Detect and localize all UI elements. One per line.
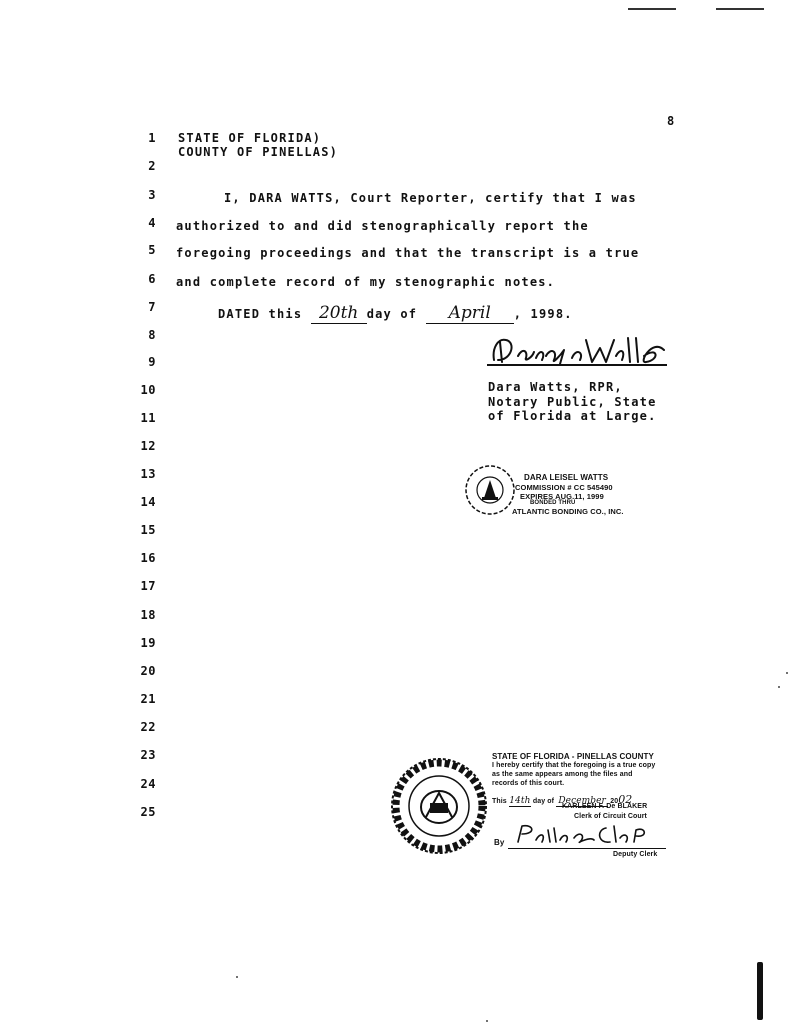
reporter-name: Dara Watts, RPR, <box>488 380 623 394</box>
reporter-signature <box>488 330 668 372</box>
line-number: 21 <box>140 692 156 706</box>
dated-prefix: DATED this <box>218 307 303 321</box>
dated-day-of: day of <box>366 307 418 321</box>
notary-expires: EXPIRES AUG.11, 1999 <box>520 492 604 501</box>
line-number: 18 <box>140 608 156 622</box>
line-number: 22 <box>140 720 156 734</box>
cert-by: By <box>494 838 505 847</box>
line-number: 5 <box>148 243 156 257</box>
line-number: 17 <box>140 579 156 593</box>
deputy-signature-line <box>508 848 666 849</box>
line-number: 8 <box>148 328 156 342</box>
cert-day-of: day of <box>532 798 555 805</box>
cert-month: December <box>556 796 608 807</box>
notary-name: DARA LEISEL WATTS <box>524 473 609 482</box>
deputy-signature-icon <box>510 822 670 848</box>
cert-year-prefix: 20 <box>610 798 619 805</box>
notary-seal-icon <box>464 464 516 516</box>
line-number: 23 <box>140 748 156 762</box>
caption-county: COUNTY OF PINELLAS) <box>178 145 339 159</box>
line-number: 4 <box>148 216 156 230</box>
scan-speck <box>778 686 780 688</box>
line-number: 25 <box>140 805 156 819</box>
line-number: 19 <box>140 636 156 650</box>
notary-commission: COMMISSION # CC 545490 <box>515 483 613 492</box>
scan-speck <box>236 976 238 978</box>
certification-line: and complete record of my stenographic notes. <box>176 275 556 289</box>
scan-artifact <box>716 8 764 10</box>
line-number: 12 <box>140 439 156 453</box>
court-seal-icon <box>390 757 488 855</box>
line-number: 11 <box>140 411 156 425</box>
line-number: 16 <box>140 551 156 565</box>
cert-line: as the same appears among the files and <box>492 771 633 778</box>
cert-line: records of this court. <box>492 780 565 787</box>
line-number: 24 <box>140 777 156 791</box>
caption-state: STATE OF FLORIDA) <box>178 131 322 145</box>
line-number: 7 <box>148 300 156 314</box>
scan-artifact <box>628 8 676 10</box>
page-number: 8 <box>667 114 675 128</box>
line-number: 13 <box>140 467 156 481</box>
scan-speck <box>786 672 788 674</box>
clerk-title: Clerk of Circuit Court <box>574 813 647 820</box>
certification-line: foregoing proceedings and that the transcript is a true <box>176 246 640 260</box>
scan-speck <box>486 1020 488 1022</box>
cert-line: STATE OF FLORIDA - PINELLAS COUNTY <box>492 752 654 761</box>
line-number: 2 <box>148 159 156 173</box>
cert-line: I hereby certify that the foregoing is a true copy <box>492 762 656 769</box>
cert-day: 14th <box>509 796 531 806</box>
dated-line: DATED this 20th day of April , 1998. <box>218 303 573 323</box>
line-number: 3 <box>148 188 156 202</box>
dated-month: April <box>426 303 514 324</box>
line-number: 15 <box>140 523 156 537</box>
dated-year: 1998. <box>530 307 573 321</box>
deputy-clerk-label: Deputy Clerk <box>613 851 658 858</box>
notary-company: ATLANTIC BONDING CO., INC. <box>512 507 624 516</box>
reporter-title: of Florida at Large. <box>488 409 657 423</box>
dated-day: 20th <box>311 303 367 324</box>
line-number: 6 <box>148 272 156 286</box>
certification-line: I, DARA WATTS, Court Reporter, certify that I was <box>224 191 637 205</box>
line-number: 10 <box>140 383 156 397</box>
notary-bonded: BONDED THRU <box>530 500 576 506</box>
clerk-name: KARLEEN F. De BLAKER <box>562 803 648 810</box>
scan-artifact <box>757 962 763 1020</box>
signature-icon <box>488 330 668 368</box>
cert-year: 02 <box>618 793 633 806</box>
line-number: 1 <box>148 131 156 145</box>
line-number: 14 <box>140 495 156 509</box>
cert-this: This <box>492 798 507 805</box>
certification-line: authorized to and did stenographically report the <box>176 219 589 233</box>
signature-line <box>487 364 667 366</box>
line-number: 9 <box>148 355 156 369</box>
line-number: 20 <box>140 664 156 678</box>
reporter-title: Notary Public, State <box>488 395 657 409</box>
